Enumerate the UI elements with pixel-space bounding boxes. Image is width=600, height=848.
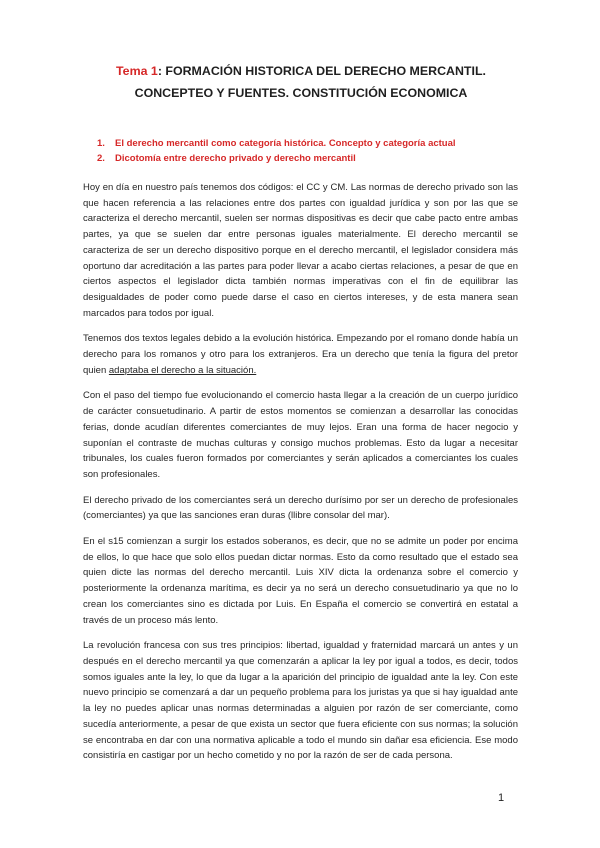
title-text: : FORMACIÓN HISTORICA DEL DERECHO MERCANTIL. CONCEPTEO Y FUENTES. CONSTITUCIÓN ECONOMICA (134, 64, 486, 100)
underlined-text: adaptaba el derecho a la situación. (108, 364, 257, 376)
document-body (83, 180, 518, 774)
toc-item (97, 151, 456, 166)
paragraph (83, 331, 518, 378)
paragraph: Con el paso del tiempo fue evolucionando el comercio hasta llegar a la creación de un cuerpo jurídico de carácter consuetudinario. A partir de estos momentos se comienzan a desarrollar las conocidas ferias, donde acudían diferentes comerciantes de muy lejos. Eran una forma de hacer negocio y suponían el contraste de muchas culturas y consigo muchos problemas. Esto da lugar a necesitar tribunales, los cuales fueron formados por comerciantes y serán aplicados a comerciantes los cuales son profesionales. (83, 390, 518, 480)
paragraph: Hoy en día en nuestro país tenemos dos códigos: el CC y CM. Las normas de derecho privado son las que hacen referencia a las relaciones entre dos partes con igualdad jurídica y son por las que se caracteriza el derecho mercantil, suelen ser normas dispositivas es decir que cabe pacto entre ambas partes, ya que se suelen dar entre personas iguales materialmente. El derecho mercantil se caracteriza de ser un derecho dispositivo porque en el derecho mercantil, el legislador considera más oportuno dar acreditación a las partes para poder llevar a acabo ciertas relaciones, a pesar de que en ciertos aspectos el legislador dicta también normas imperativas con el fin de equilibrar las desigualdades de poder como puede darse el caso en ciertos intereses, y de esta manera sean marcados para todos por igual. (83, 182, 518, 319)
toc-number: 2. (97, 153, 105, 164)
toc-text: El derecho mercantil como categoría histórica. Concepto y categoría actual (115, 138, 456, 149)
paragraph-text: Tenemos dos textos legales debido a la evolución histórica. Empezando por el romano donde había un derecho para los romanos y otro para los extranjeros. Era un derecho que tenía la figura del pretor quien (83, 333, 518, 376)
page-number: 1 (498, 792, 505, 804)
paragraph: La revolución francesa con sus tres principios: libertad, igualdad y fraternidad marcará un antes y un después en el derecho mercantil ya que comenzarán a aplicar la ley por igual a todos, es decir, todos somos iguales ante la ley, lo que da lugar a la aparición del principio de igualdad ante la ley. Con este nuevo principio se comenzará a dar un pequeño problema para los juristas ya que si hay igualdad ante la ley no puedes aplicar unas normas determinadas a alguien por razón de ser comerciante, como sucedía anteriormente, a pesar de que exista un sector que fuera eficiente con sus normas; la solución se encontraba en dar con una normativa aplicable a todo el mundo sin dañar esa eficiencia. Ese modo consistiría en castigar por un hecho cometido y no por la razón de ser de cada persona. (83, 640, 518, 762)
page-title (76, 60, 526, 104)
title-prefix: Tema 1 (116, 64, 158, 78)
table-of-contents (97, 136, 456, 166)
toc-text: Dicotomía entre derecho privado y derecho mercantil (115, 153, 356, 164)
paragraph: El derecho privado de los comerciantes será un derecho durísimo por ser un derecho de profesionales (comerciantes) ya que las sanciones eran duras (llibre consolar del mar). (83, 494, 518, 522)
paragraph: En el s15 comienzan a surgir los estados soberanos, es decir, que no se admite un poder por encima de ellos, lo que hace que solo ellos puedan dictar normas. Esto da como resultado que el estado sea quien dicte las normas del derecho mercantil. Luis XIV dicta la ordenanza sobre el comercio y posteriormente la ordenanza marítima, es decir ya no será un derecho consuetudinario ya que no lo crean los comerciantes sino es dictada por Luis. En España el comercio se convertirá en estatal a través de un proceso más lento. (83, 536, 518, 626)
toc-number: 1. (97, 138, 105, 149)
toc-item (97, 136, 456, 151)
